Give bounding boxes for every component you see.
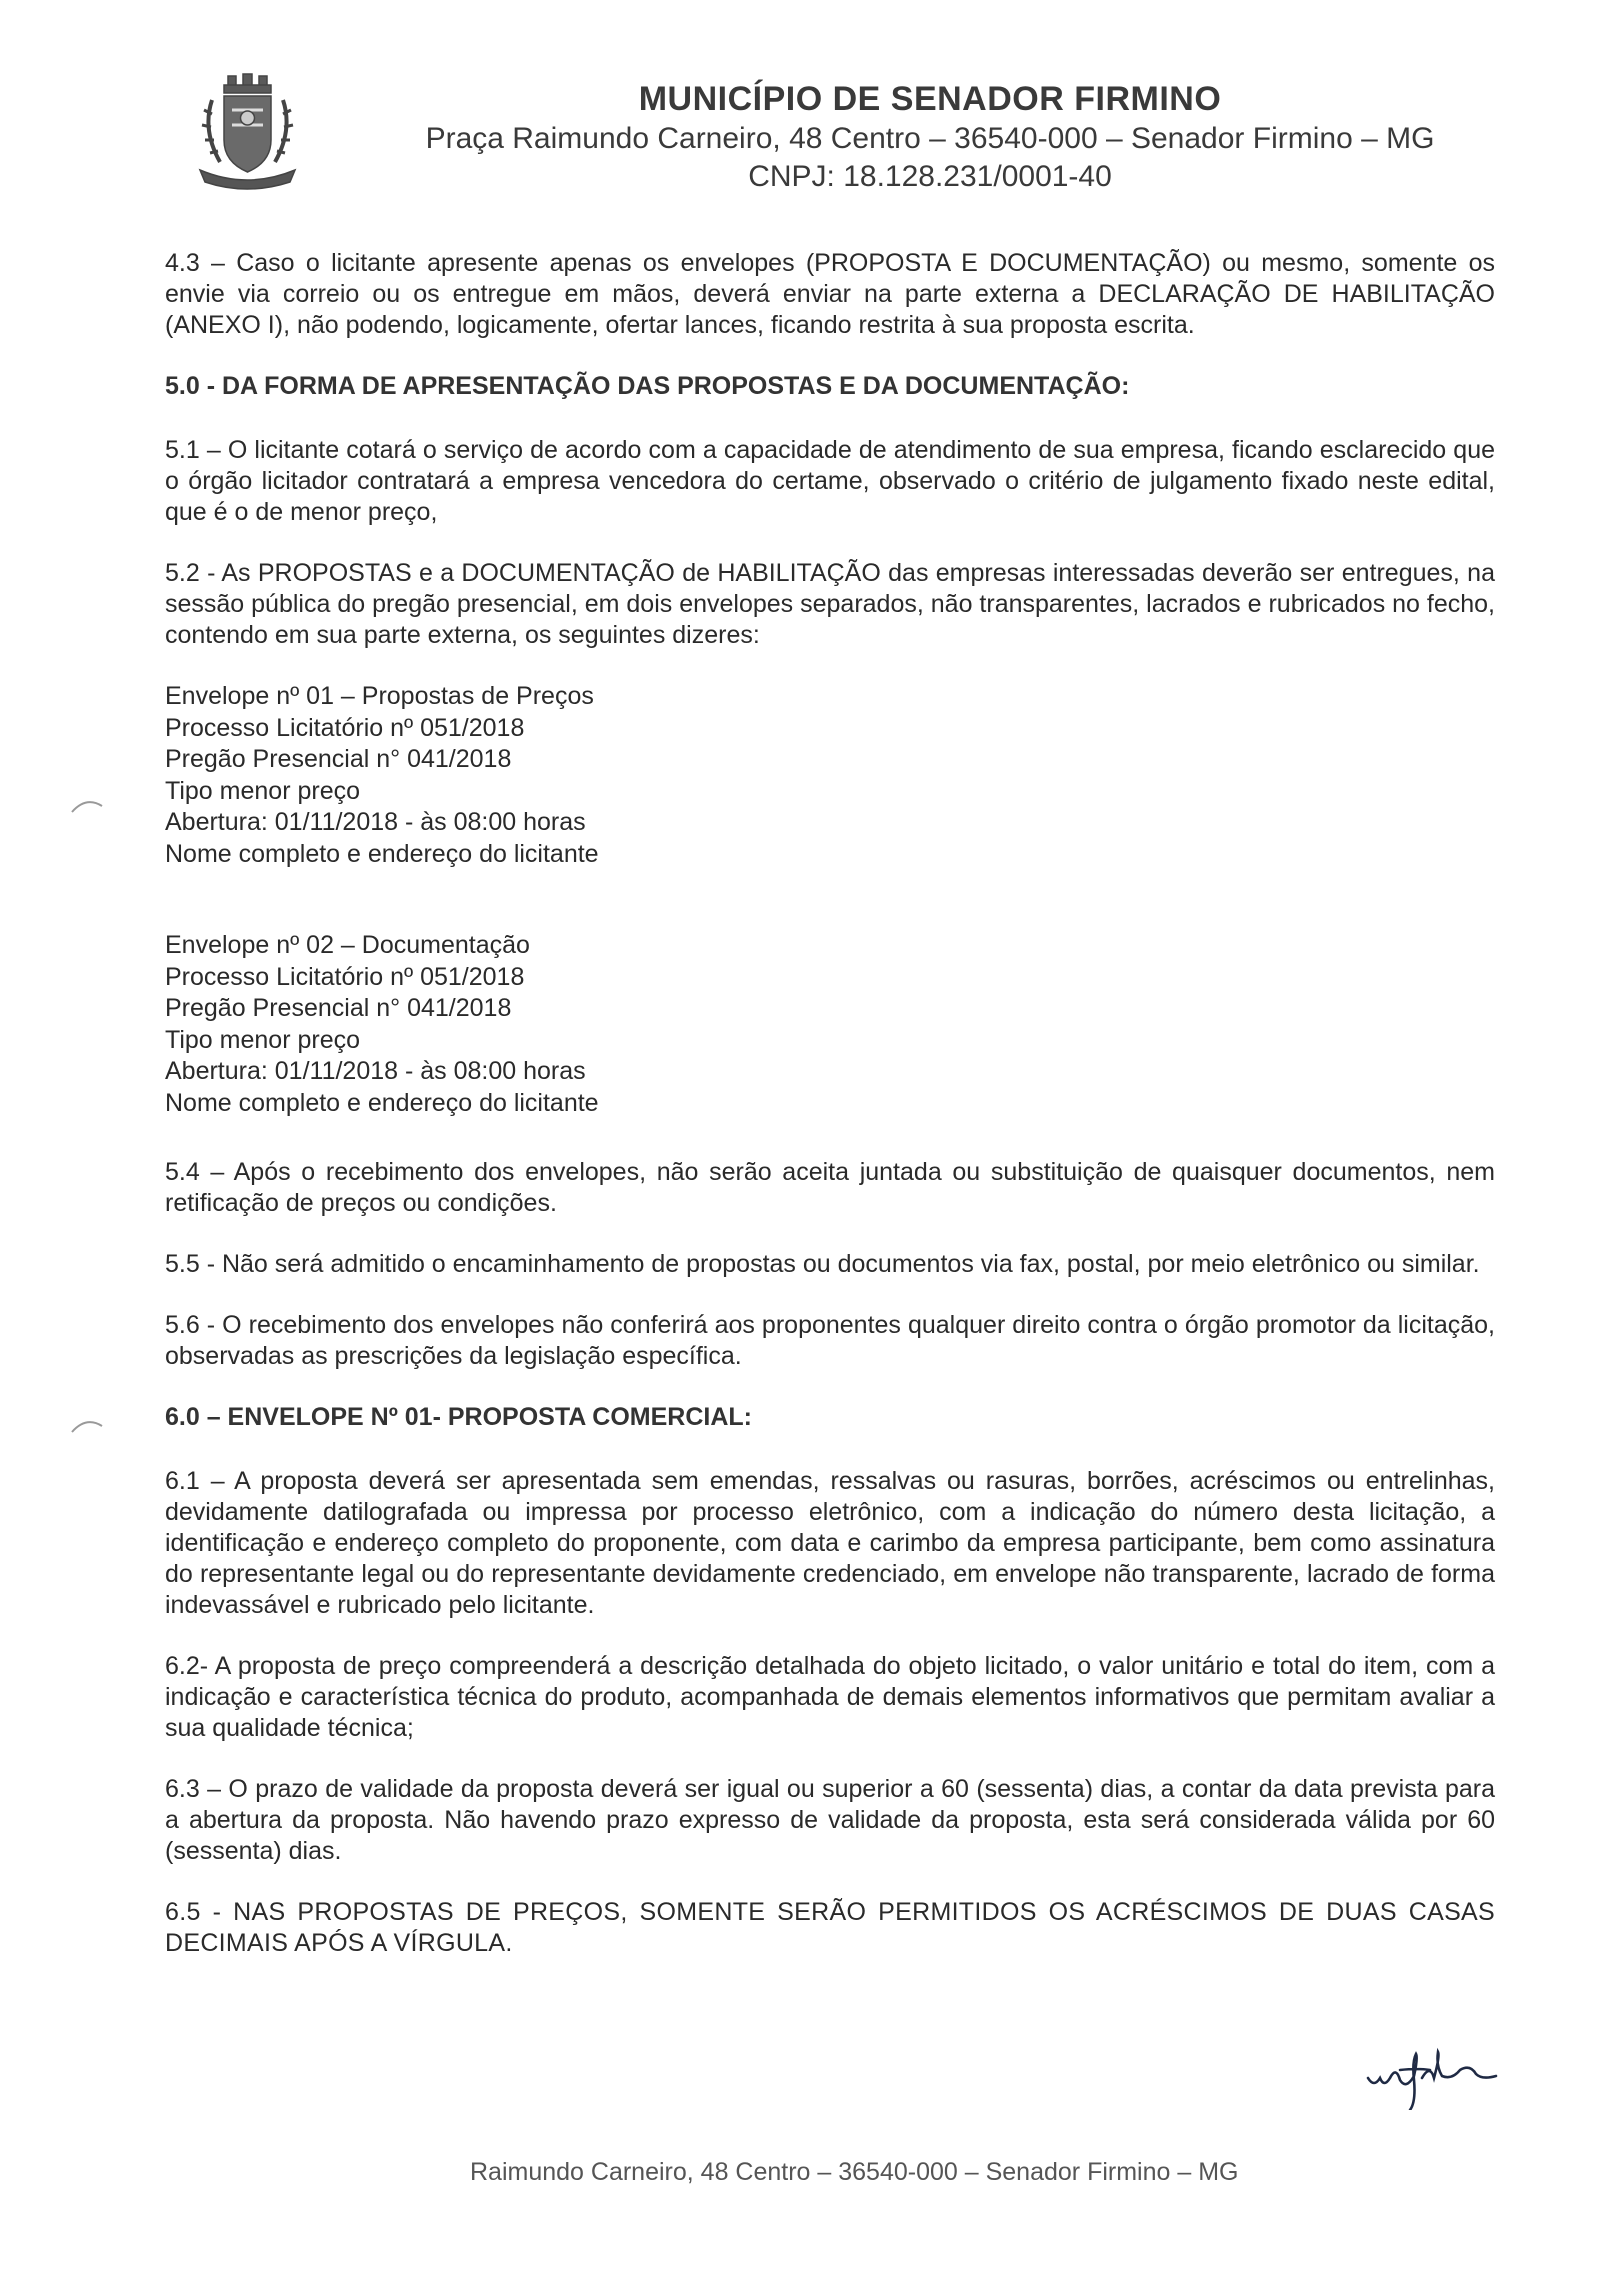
paragraph-5-4: 5.4 – Após o recebimento dos envelopes, não serão aceita juntada ou substituição de quaisquer documentos, nem retificação de preços ou condições. bbox=[165, 1158, 1495, 1217]
municipal-coat-of-arms-icon bbox=[190, 70, 305, 195]
envelope-2-line: Nome completo e endereço do licitante bbox=[165, 1088, 599, 1117]
envelope-2-line: Processo Licitatório nº 051/2018 bbox=[165, 962, 525, 991]
envelope-2-label bbox=[165, 930, 1495, 1119]
paragraph-6-2: 6.2- A proposta de preço compreenderá a descrição detalhada do objeto licitado, o valor unitário e total do item, com a indicação e característica técnica do produto, acompanhada de demais elementos informativos que permitam avaliar a sua qualidade técnica; bbox=[165, 1652, 1495, 1742]
paragraph-6-1: 6.1 – A proposta deverá ser apresentada sem emendas, ressalvas ou rasuras, borrões, acréscimos ou entrelinhas, devidamente datilografada ou impressa por processo eletrônico, com a indicação do número desta licitação, a identificação e endereço completo do proponente, com data e carimbo da empresa participante, bem como assinatura do representante legal ou do representante devidamente credenciado, em envelope não transparente, lacrado de forma indevassável e rubricado pelo licitante. bbox=[165, 1467, 1495, 1619]
envelope-1-line: Pregão Presencial n° 041/2018 bbox=[165, 745, 512, 773]
envelope-1-line: Nome completo e endereço do licitante bbox=[165, 839, 599, 868]
paragraph-5-5: 5.5 - Não será admitido o encaminhamento de propostas ou documentos via fax, postal, por meio eletrônico ou similar. bbox=[165, 1250, 1480, 1278]
section-heading-6: 6.0 – ENVELOPE Nº 01- PROPOSTA COMERCIAL: bbox=[165, 1403, 753, 1431]
envelope-2-line: Envelope nº 02 – Documentação bbox=[165, 931, 530, 959]
municipality-address: Praça Raimundo Carneiro, 48 Centro – 36540-000 – Senador Firmino – MG bbox=[425, 122, 1435, 155]
margin-mark-icon bbox=[68, 1412, 108, 1436]
envelope-1-line: Processo Licitatório nº 051/2018 bbox=[165, 713, 525, 742]
envelope-2-line: Pregão Presencial n° 041/2018 bbox=[165, 994, 512, 1022]
envelope-1-line: Abertura: 01/11/2018 - às 08:00 horas bbox=[165, 808, 586, 836]
envelope-2-line: Tipo menor preço bbox=[165, 1025, 360, 1054]
paragraph-5-1: 5.1 – O licitante cotará o serviço de acordo com a capacidade de atendimento de sua empresa, ficando esclarecido que o órgão licitador contratará a empresa vencedora do certame, observado o critério de julgamento fixado neste edital, que é o de menor preço, bbox=[165, 436, 1495, 526]
section-heading-5: 5.0 - DA FORMA DE APRESENTAÇÃO DAS PROPOSTAS E DA DOCUMENTAÇÃO: bbox=[165, 372, 1130, 400]
envelope-1-line: Tipo menor preço bbox=[165, 776, 360, 805]
paragraph-5-2: 5.2 - As PROPOSTAS e a DOCUMENTAÇÃO de HABILITAÇÃO das empresas interessadas deverão ser entregues, na sessão pública do pregão presencial, em dois envelopes separados, não transparentes, lacrados e rubricados no fecho, contendo em sua parte externa, os seguintes dizeres: bbox=[165, 559, 1495, 649]
paragraph-5-6: 5.6 - O recebimento dos envelopes não conferirá aos proponentes qualquer direito contra o órgão promotor da licitação, observadas as prescrições da legislação específica. bbox=[165, 1311, 1495, 1370]
paragraph-6-3: 6.3 – O prazo de validade da proposta deverá ser igual ou superior a 60 (sessenta) dias, a contar da data prevista para a abertura da proposta. Não havendo prazo expresso de validade da proposta, esta será considerada válida por 60 (sessenta) dias. bbox=[165, 1775, 1495, 1865]
envelope-2-line: Abertura: 01/11/2018 - às 08:00 horas bbox=[165, 1057, 586, 1085]
paragraph-6-5: 6.5 - NAS PROPOSTAS DE PREÇOS, SOMENTE SERÃO PERMITIDOS OS ACRÉSCIMOS DE DUAS CASAS DECIMAIS APÓS A VÍRGULA. bbox=[165, 1898, 1495, 1957]
handwritten-signature bbox=[1360, 2040, 1530, 2110]
letterhead bbox=[400, 78, 1460, 196]
municipality-title: MUNICÍPIO DE SENADOR FIRMINO bbox=[638, 80, 1222, 118]
envelope-1-label bbox=[165, 681, 1495, 870]
page-footer: Raimundo Carneiro, 48 Centro – 36540-000 – Senador Firmino – MG bbox=[470, 2158, 1239, 2186]
document-body bbox=[165, 248, 1495, 1989]
margin-mark-icon bbox=[68, 792, 108, 816]
municipality-cnpj: CNPJ: 18.128.231/0001-40 bbox=[748, 160, 1112, 193]
paragraph-4-3: 4.3 – Caso o licitante apresente apenas os envelopes (PROPOSTA E DOCUMENTAÇÃO) ou mesmo, somente os envie via correio ou os entregue em mãos, deverá enviar na parte externa a DECLARAÇÃO DE HABILITAÇÃO (ANEXO I), não podendo, logicamente, ofertar lances, ficando restrita à sua proposta escrita. bbox=[165, 249, 1495, 339]
envelope-1-line: Envelope nº 01 – Propostas de Preços bbox=[165, 682, 594, 710]
